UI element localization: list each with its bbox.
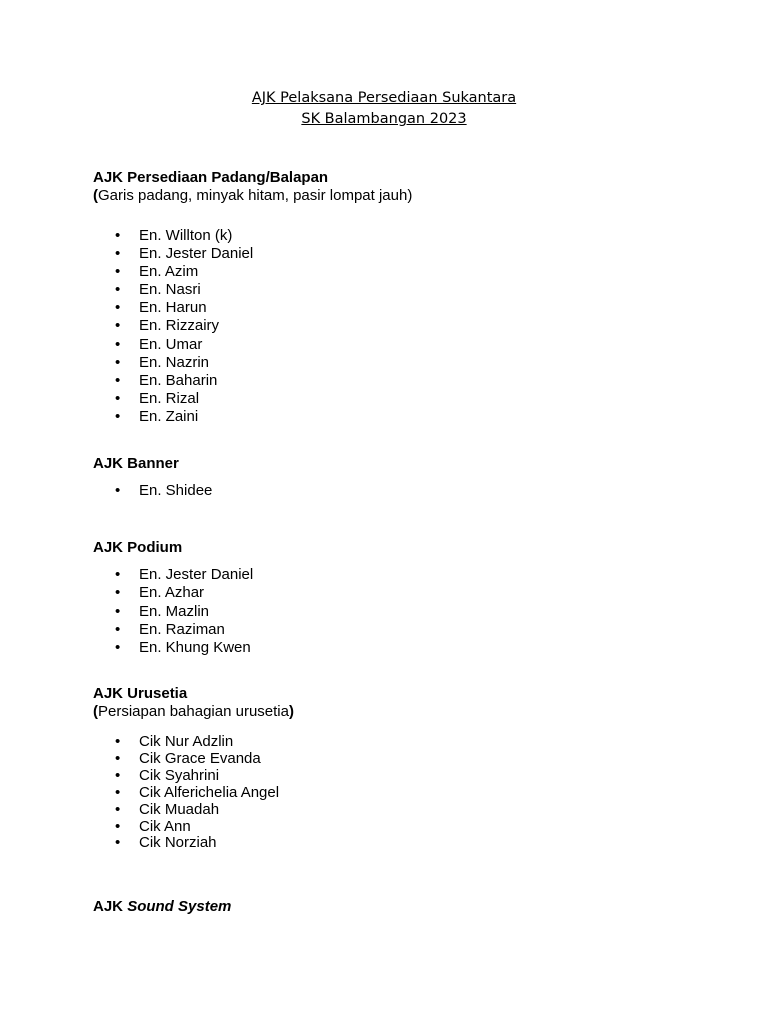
list-item: [93, 734, 733, 751]
list-item: [93, 245, 733, 263]
bullet-icon: •: [115, 281, 121, 299]
bullet-icon: •: [115, 245, 121, 263]
list-item: [93, 584, 733, 602]
section-description-urusetia: [93, 703, 733, 721]
list-item: [93, 227, 733, 245]
bullet-icon: •: [115, 317, 121, 335]
bullet-icon: •: [115, 602, 121, 620]
heading-prefix: AJK: [93, 898, 128, 915]
section-urusetia: [93, 685, 733, 852]
list-item: [93, 263, 733, 281]
description-text: Garis padang, minyak hitam, pasir lompat jauh): [98, 187, 413, 204]
paren-open: (: [93, 703, 98, 720]
list-item: [93, 751, 733, 768]
bullet-icon: •: [115, 263, 121, 281]
member-name: En. Azhar: [139, 584, 205, 602]
bullet-icon: •: [115, 353, 121, 371]
member-name: En. Zaini: [139, 407, 199, 425]
bullet-icon: •: [115, 817, 121, 835]
list-item: [93, 390, 733, 408]
member-name: Cik Nur Adzlin: [139, 733, 234, 750]
list-item: [93, 281, 733, 299]
list-item: [93, 819, 733, 836]
bullet-icon: •: [115, 389, 121, 407]
bullet-icon: •: [115, 749, 121, 767]
member-name: En. Baharin: [139, 371, 218, 389]
list-item: [93, 408, 733, 426]
section-padang: [93, 169, 733, 426]
bullet-icon: •: [115, 783, 121, 801]
bullet-icon: •: [115, 584, 121, 602]
member-list-banner: [93, 482, 733, 500]
member-name: En. Rizal: [139, 389, 200, 407]
member-name: En. Azim: [139, 263, 199, 281]
section-heading-banner: AJK Banner: [93, 455, 179, 472]
list-item: [93, 835, 733, 852]
member-name: Cik Alferichelia Angel: [139, 783, 280, 801]
member-name: Cik Muadah: [139, 800, 220, 818]
member-name: En. Raziman: [139, 620, 225, 638]
list-item: [93, 317, 733, 335]
section-podium: [93, 539, 733, 657]
member-name: Cik Ann: [139, 817, 191, 835]
member-name: En. Harun: [139, 299, 207, 317]
list-item: [93, 802, 733, 819]
member-name: En. Nazrin: [139, 353, 210, 371]
list-item: [93, 482, 733, 500]
member-list-padang: [93, 227, 733, 426]
heading-italic: Sound System: [127, 898, 232, 915]
member-name: En. Jester Daniel: [139, 245, 254, 263]
list-item: [93, 603, 733, 621]
list-item: [93, 354, 733, 372]
section-heading-sound-system: [93, 898, 733, 916]
member-name: En. Mazlin: [139, 602, 210, 620]
member-list-podium: [93, 566, 733, 657]
list-item: [93, 566, 733, 584]
title-line-1: AJK Pelaksana Persediaan Sukantara: [251, 90, 517, 106]
member-name: Cik Grace Evanda: [139, 749, 261, 767]
bullet-icon: •: [115, 566, 121, 583]
paren-open: (: [93, 187, 98, 204]
bullet-icon: •: [115, 733, 121, 750]
section-banner: [93, 455, 733, 500]
list-item: [93, 785, 733, 802]
bullet-icon: •: [115, 639, 121, 657]
paren-close: ): [288, 703, 294, 720]
bullet-icon: •: [115, 766, 121, 784]
list-item: [93, 372, 733, 390]
bullet-icon: •: [115, 407, 121, 425]
member-name: En. Shidee: [139, 482, 213, 499]
document-title: [0, 88, 768, 130]
list-item: [93, 299, 733, 317]
title-line-2: SK Balambangan 2023: [301, 111, 467, 127]
list-item: [93, 336, 733, 354]
list-item: [93, 768, 733, 785]
section-sound-system: [93, 898, 733, 916]
section-description-padang: [93, 187, 733, 205]
list-item: [93, 639, 733, 657]
bullet-icon: •: [115, 227, 121, 244]
member-list-urusetia: [93, 734, 733, 852]
member-name: En. Umar: [139, 335, 203, 353]
bullet-icon: •: [115, 834, 121, 852]
member-name: Cik Norziah: [139, 834, 217, 852]
bullet-icon: •: [115, 299, 121, 317]
bullet-icon: •: [115, 482, 121, 499]
member-name: En. Jester Daniel: [139, 566, 254, 583]
member-name: En. Rizzairy: [139, 317, 220, 335]
list-item: [93, 621, 733, 639]
bullet-icon: •: [115, 800, 121, 818]
bullet-icon: •: [115, 620, 121, 638]
member-name: En. Khung Kwen: [139, 639, 251, 657]
member-name: En. Willton (k): [139, 227, 233, 244]
description-text: Persiapan bahagian urusetia: [98, 703, 289, 720]
member-name: Cik Syahrini: [139, 766, 220, 784]
section-heading-podium: AJK Podium: [93, 539, 183, 556]
section-heading-urusetia: AJK Urusetia: [93, 685, 188, 702]
member-name: En. Nasri: [139, 281, 201, 299]
bullet-icon: •: [115, 371, 121, 389]
section-heading-padang: AJK Persediaan Padang/Balapan: [93, 169, 329, 186]
bullet-icon: •: [115, 335, 121, 353]
